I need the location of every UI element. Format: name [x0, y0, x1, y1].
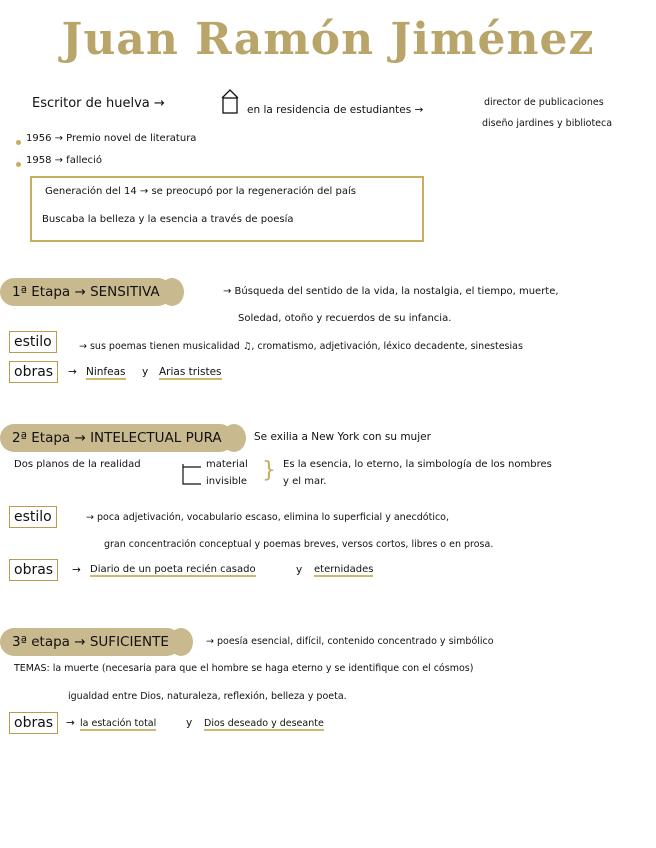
stage2-pill: 2ª Etapa → INTELECTUAL PURA [0, 424, 234, 452]
intro-residence: en la residencia de estudiantes → [247, 104, 424, 116]
stage2-estilo-2: gran concentración conceptual y poemas breves, versos cortos, libres o en prosa. [104, 539, 494, 550]
intro-writer: Escritor de huelva → [32, 96, 165, 111]
stage1-desc: → Búsqueda del sentido de la vida, la nostalgia, el tiempo, muerte, [223, 286, 559, 297]
temas-line2: igualdad entre Dios, naturaleza, reflexión, belleza y poeta. [68, 691, 347, 702]
stage1-desc2: Soledad, otoño y recuerdos de su infancia. [238, 313, 452, 324]
temas-line1: TEMAS: la muerte (necesaria para que el hombre se haga eterno y se identifique con el cósmos) [14, 663, 474, 674]
planos-label: Dos planos de la realidad [14, 459, 141, 470]
stage3-desc: → poesía esencial, difícil, contenido concentrado y simbólico [206, 636, 494, 647]
conj-y: y [186, 717, 193, 729]
planos-desc: Es la esencia, lo eterno, la simbología de los nombres [283, 459, 552, 470]
conj-y: y [142, 366, 149, 378]
stage2-obra2: eternidades [314, 564, 374, 575]
intro-design: diseño jardines y biblioteca [482, 118, 613, 129]
brace-icon: } [262, 458, 276, 483]
nobel-item: 1956 → Premio novel de literatura [26, 133, 197, 144]
stage2-obras-label: obras [9, 559, 58, 581]
split-arrow-icon [181, 462, 205, 486]
arrow: → [72, 564, 81, 576]
page-title: Juan Ramón Jiménez [61, 14, 595, 65]
stage1-obras-label: obras [9, 361, 58, 383]
stage3-pill: 3ª etapa → SUFICIENTE [0, 628, 181, 656]
stage3-obra2: Dios deseado y deseante [204, 718, 324, 729]
stage2-estilo-1: → poca adjetivación, vocabulario escaso, elimina lo superficial y anecdótico, [86, 512, 450, 523]
beauty-line: Buscaba la belleza y la esencia a través de poesía [42, 214, 294, 225]
stage2-obra1: Diario de un poeta recién casado [90, 564, 256, 575]
conj-y: y [296, 564, 303, 576]
stage1-pill: 1ª Etapa → SENSITIVA [0, 278, 172, 306]
house-icon [221, 88, 239, 114]
stage1-obra1: Ninfeas [86, 366, 126, 378]
intro-director: director de publicaciones [484, 97, 604, 108]
bullet [16, 140, 21, 145]
stage3-obra1: la estación total [80, 718, 157, 729]
planos-desc2: y el mar. [283, 476, 327, 487]
arrow: → [66, 717, 75, 729]
stage2-estilo-label: estilo [9, 506, 57, 528]
stage1-obra2: Arias tristes [159, 366, 222, 378]
stage3-obras-label: obras [9, 712, 58, 734]
death-item: 1958 → falleció [26, 155, 102, 166]
stage1-estilo-text: → sus poemas tienen musicalidad ♫, cromatismo, adjetivación, léxico decadente, sinestesias [79, 341, 523, 352]
plano-invisible: invisible [206, 476, 248, 487]
generation-line: Generación del 14 → se preocupó por la regeneración del país [45, 186, 356, 197]
stage2-desc: Se exilia a New York con su mujer [254, 431, 431, 443]
stage1-estilo-label: estilo [9, 331, 57, 353]
arrow: → [68, 366, 77, 378]
bullet [16, 162, 21, 167]
plano-material: material [206, 459, 248, 470]
